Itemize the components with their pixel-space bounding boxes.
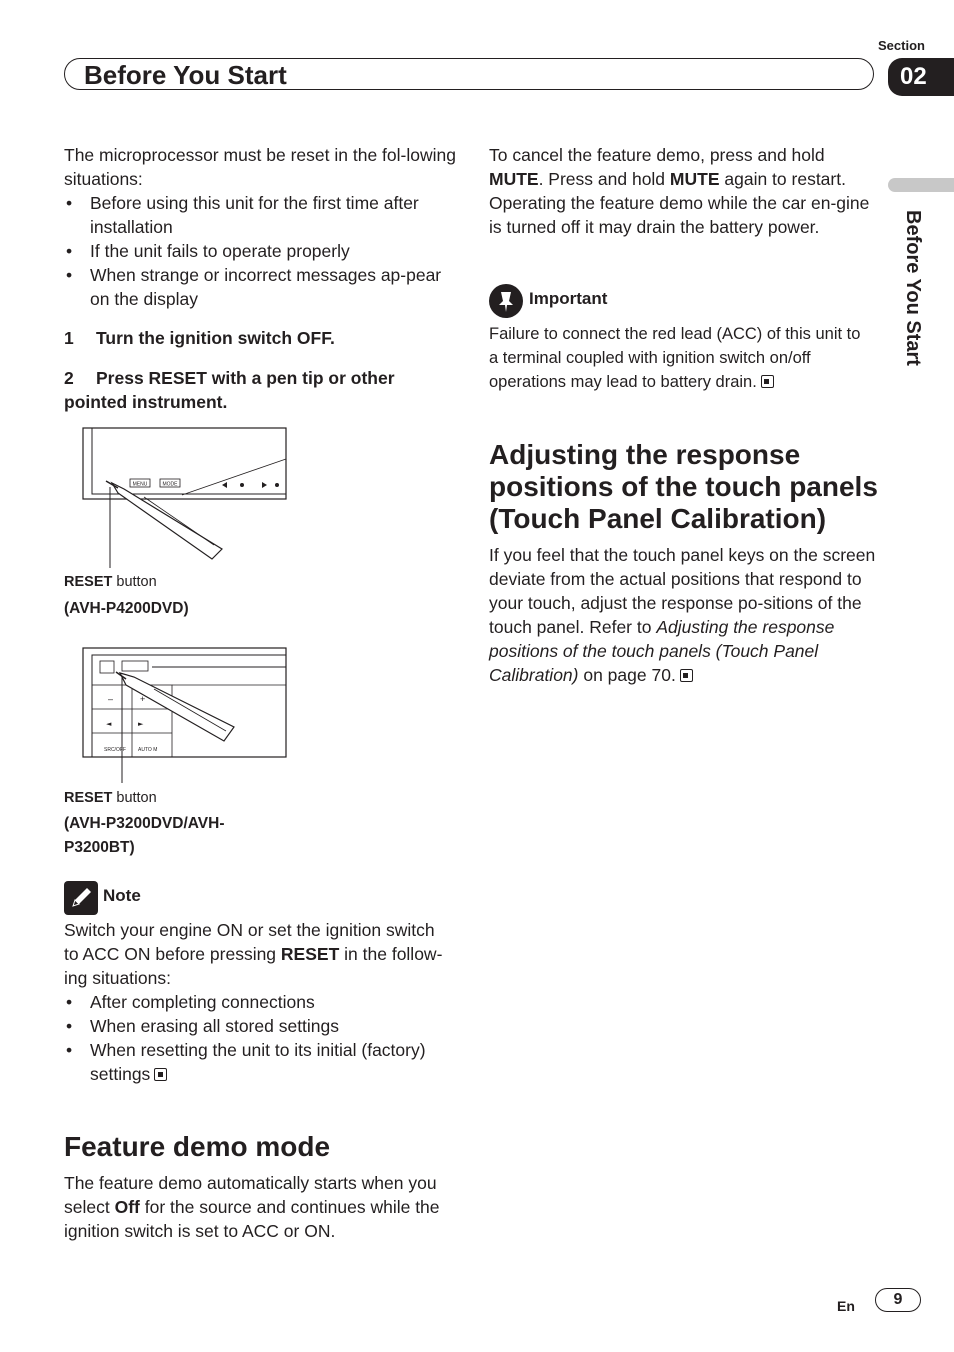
feature-demo-text: The feature demo automatically starts when you select Off for the source and continues while the ignition switch is set to ACC or ON. <box>64 1173 440 1241</box>
calibration-reference: Adjusting the response positions of the touch panels (Touch Panel Calibration) <box>489 617 835 685</box>
note-body <box>64 918 444 1086</box>
step-1 <box>64 326 456 350</box>
list-item: • If the unit fails to operate properly <box>64 239 456 263</box>
important-icon <box>489 284 523 318</box>
reset-bold: RESET <box>280 944 340 964</box>
important-body: Failure to connect the red lead (ACC) of this unit to a terminal coupled with ignition switch on/off operations may lead to battery drain. <box>489 325 861 391</box>
mode-button-label: MODE <box>162 481 178 488</box>
reset-situations-list <box>64 191 456 311</box>
calibration-heading: Adjusting the response positions of the touch panels (Touch Panel Calibration) <box>489 439 878 534</box>
plus-label: + <box>140 694 146 704</box>
figure-1-caption <box>64 573 456 591</box>
model-line: (AVH-P3200DVD/AVH- <box>64 815 225 832</box>
next-icon: ► <box>138 720 144 728</box>
figure-1-model: (AVH-P4200DVD) <box>64 600 189 617</box>
caption-bold: RESET <box>64 574 113 590</box>
reset-figure-avh-p4200dvd <box>82 427 288 570</box>
note-list <box>64 990 444 1086</box>
calibration-text: If you feel that the touch panel keys on the screen deviate from the actual positions that respond to your touch, adjust the response po-sitions of the touch panel. Refer to Adjusting the response positions of the touch panels (Touch Panel Calibration) on page 70. <box>489 545 876 685</box>
src-off-label: SRC/OFF <box>104 747 126 753</box>
page-number: 9 <box>875 1288 921 1312</box>
list-item: • When resetting the unit to its initial (factory) settings <box>64 1038 444 1086</box>
menu-button-label: MENU <box>132 481 148 488</box>
minus-label: – <box>108 694 114 704</box>
caption-text: button <box>116 574 157 590</box>
side-tab-marker <box>888 178 954 192</box>
off-bold: Off <box>114 1197 140 1217</box>
dot-icon <box>240 483 244 487</box>
important-label: Important <box>529 289 608 308</box>
end-mark-icon <box>761 375 774 388</box>
step-text: Press RESET with a pen tip or other pointed instrument. <box>64 368 395 412</box>
reset-figure-avh-p3200 <box>82 647 288 784</box>
list-item: • When strange or incorrect messages ap-pear on the display <box>64 263 456 311</box>
end-mark-icon <box>154 1068 167 1081</box>
cancel-demo-text: To cancel the feature demo, press and hold MUTE. Press and hold MUTE again to restart. Operating the feature demo while the car en-gine is turned off it may drain the battery power. <box>489 145 870 237</box>
side-tab-label: Before You Start <box>902 210 924 366</box>
figure-2-caption <box>64 789 456 807</box>
list-item: • Before using this unit for the first time after installation <box>64 191 456 239</box>
figure-2-model <box>64 812 456 860</box>
section-label: Section <box>878 38 925 53</box>
note-label: Note <box>103 886 141 905</box>
reset-intro <box>64 143 456 311</box>
mute-bold: MUTE <box>669 169 720 189</box>
mute-bold: MUTE <box>489 169 539 189</box>
step-number: 2 <box>64 368 74 388</box>
step-2 <box>64 366 424 414</box>
reset-intro-text: The microprocessor must be reset in the fol-lowing situations: <box>64 145 456 189</box>
step-text: Turn the ignition switch OFF. <box>96 328 335 348</box>
auto-m-label: AUTO M <box>138 747 158 753</box>
feature-demo-heading: Feature demo mode <box>64 1131 331 1162</box>
language-label: En <box>837 1298 855 1314</box>
note-text: Switch your engine ON or set the ignition switch to ACC ON before pressing RESET in the follow-ing situations: <box>64 920 443 988</box>
model-line: P3200BT) <box>64 839 135 856</box>
caption-text: button <box>116 790 157 806</box>
caption-bold: RESET <box>64 790 113 806</box>
note-pencil-icon <box>64 881 98 915</box>
page-title: Before You Start <box>84 60 287 90</box>
dot-icon <box>275 483 279 487</box>
unit-front-panel <box>83 428 286 499</box>
step-number: 1 <box>64 328 74 348</box>
prev-icon: ◄ <box>106 720 112 728</box>
list-item: • After completing connections <box>64 990 444 1014</box>
end-mark-icon <box>680 669 693 682</box>
list-item: • When erasing all stored settings <box>64 1014 444 1038</box>
section-number-badge: 02 <box>888 58 954 96</box>
